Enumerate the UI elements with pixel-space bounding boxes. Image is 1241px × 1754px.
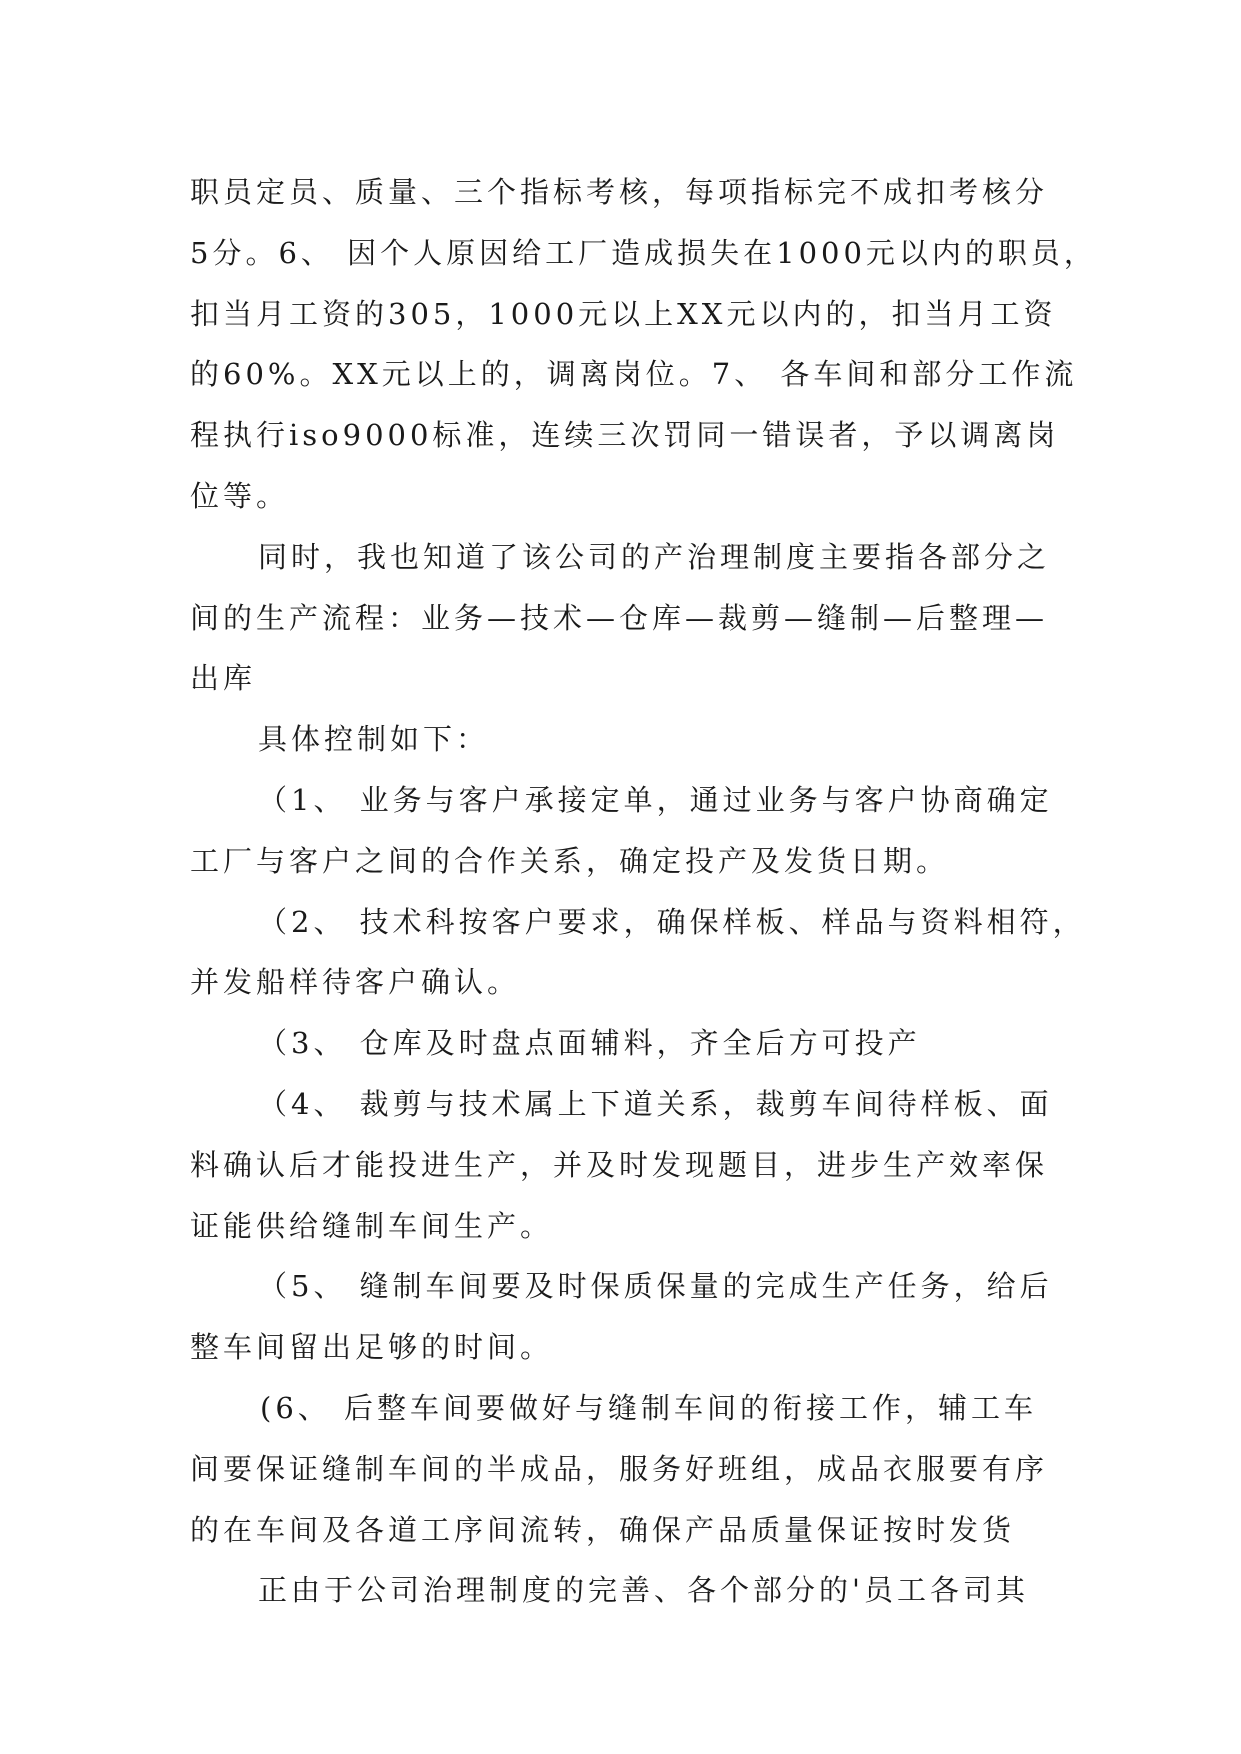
text-line: 间的生产流程：业务—技术—仓库—裁剪—缝制—后整理— xyxy=(190,600,1049,635)
list-item-line: （5、 缝制车间要及时保质保量的完成生产任务，给后 xyxy=(258,1269,1053,1304)
text-line: 整车间留出足够的时间。 xyxy=(190,1330,554,1365)
document-body xyxy=(190,162,1097,1621)
text-line: 位等。 xyxy=(190,478,290,513)
text-line: 的在车间及各道工序间流转，确保产品质量保证按时发货 xyxy=(190,1512,1016,1547)
text-line: 扣当月工资的305，1000元以上XX元以内的，扣当月工资 xyxy=(190,296,1057,331)
paragraph-start-line: 具体控制如下： xyxy=(258,722,490,757)
list-item-line: （2、 技术科按客户要求，确保样板、样品与资料相符， xyxy=(258,904,1086,939)
text-line: 料确认后才能投进生产，并及时发现题目，进步生产效率保 xyxy=(190,1147,1049,1182)
paragraph-start-line: 同时，我也知道了该公司的产治理制度主要指各部分之 xyxy=(258,539,1051,574)
text-line: 间要保证缝制车间的半成品，服务好班组，成品衣服要有序 xyxy=(190,1451,1049,1486)
text-line: 程执行iso9000标准，连续三次罚同一错误者，予以调离岗 xyxy=(190,418,1060,453)
text-line: 职员定员、质量、三个指标考核，每项指标完不成扣考核分 xyxy=(190,175,1049,209)
list-item-line: （4、 裁剪与技术属上下道关系，裁剪车间待样板、面 xyxy=(258,1086,1053,1121)
paragraph-start-line: 正由于公司治理制度的完善、各个部分的'员工各司其 xyxy=(258,1573,1029,1608)
text-line: 出库 xyxy=(190,661,257,696)
text-line: 的60%。XX元以上的，调离岗位。7、 各车间和部分工作流 xyxy=(190,357,1078,392)
list-item-line: （3、 仓库及时盘点面辅料，齐全后方可投产 xyxy=(258,1026,921,1061)
text-line: 5分。6、 因个人原因给工厂造成损失在1000元以内的职员， xyxy=(190,235,1097,270)
text-line: 并发船样待客户确认。 xyxy=(190,965,521,1000)
text-line: 证能供给缝制车间生产。 xyxy=(190,1208,554,1243)
list-item-line: (6、 后整车间要做好与缝制车间的衔接工作，辅工车 xyxy=(260,1390,1037,1425)
text-line: 工厂与客户之间的合作关系，确定投产及发货日期。 xyxy=(190,843,950,878)
list-item-line: （1、 业务与客户承接定单，通过业务与客户协商确定 xyxy=(258,782,1053,817)
